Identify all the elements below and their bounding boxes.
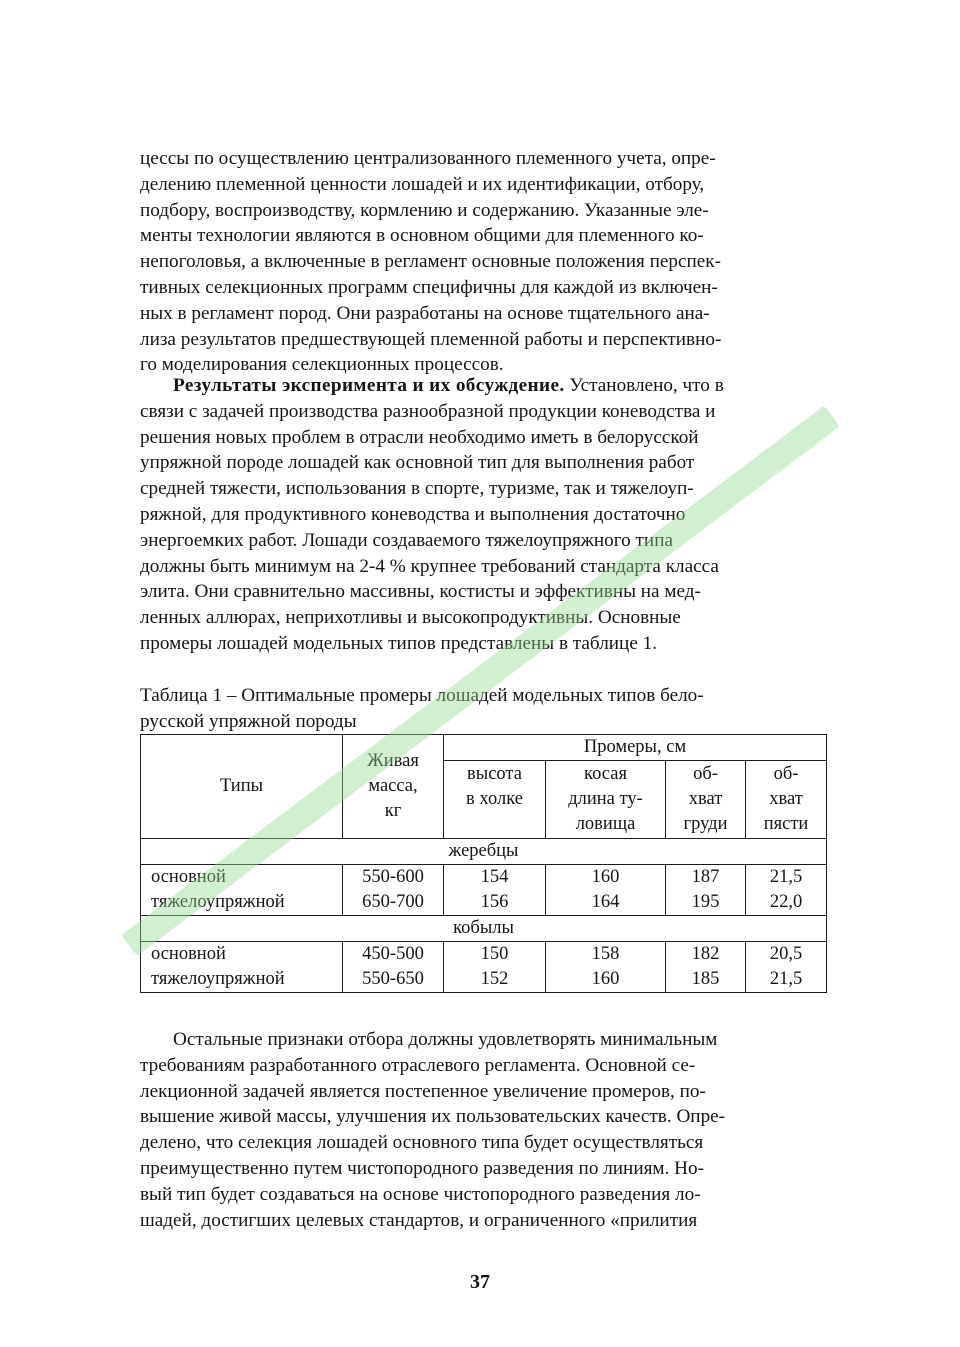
table-header-row xyxy=(141,735,827,761)
type-label: основной xyxy=(151,867,226,887)
table-row xyxy=(141,942,827,993)
length-cell xyxy=(546,942,666,993)
p3-line: делено, что селекция лошадей основного типа будет осуществляться xyxy=(140,1132,704,1154)
header-mass-line: масса, xyxy=(368,776,418,796)
chest-cell xyxy=(666,865,746,916)
p1-line: менты технологии являются в основном общими для племенного ко- xyxy=(140,225,704,247)
header-line: в холке xyxy=(466,789,523,809)
table-caption xyxy=(140,683,828,735)
header-line: косая xyxy=(584,764,627,784)
type-label: основной xyxy=(151,944,226,964)
header-mass-line: Живая xyxy=(367,751,419,771)
caption-line: русской упряжной породы xyxy=(140,710,357,732)
p1-line: цессы по осуществлению централизованного племенного учета, опре- xyxy=(140,148,716,169)
header-line: высота xyxy=(467,764,522,784)
p2-first-line xyxy=(140,373,828,399)
type-label: тяжелоупряжной xyxy=(151,892,285,912)
results-heading: Результаты эксперимента и их обсуждение. xyxy=(173,375,565,396)
p3-line: лекционной задачей является постепенное увеличение промеров, по- xyxy=(140,1080,706,1102)
mass-value: 550-600 xyxy=(362,867,424,887)
p1-line: делению племенной ценности лошадей и их идентификации, отбору, xyxy=(140,173,705,195)
group-label: жеребцы xyxy=(141,839,827,865)
p2-line: средней тяжести, использования в спорте, туризме, так и тяжелоуп- xyxy=(140,478,694,500)
cannon-cell xyxy=(746,865,827,916)
measurements-table-wrap xyxy=(140,734,826,993)
header-length xyxy=(546,761,666,839)
mass-cell xyxy=(343,865,444,916)
mass-value: 650-700 xyxy=(362,892,424,912)
p3-line: преимущественно путем чистопородного разведения по линиям. Но- xyxy=(140,1157,704,1179)
height-value: 156 xyxy=(480,892,509,912)
page-number: 37 xyxy=(470,1271,490,1293)
header-chest xyxy=(666,761,746,839)
paragraph-1 xyxy=(140,146,828,378)
header-line: пясти xyxy=(763,814,809,834)
header-height xyxy=(444,761,546,839)
p3-line: вый тип будет создаваться на основе чистопородного разведения ло- xyxy=(140,1183,701,1205)
p2-line: элита. Они сравнительно массивны, костисты и эффективны на мед- xyxy=(140,581,701,603)
p3-line: вышение живой массы, улучшения их пользовательских качеств. Опре- xyxy=(140,1106,726,1128)
height-cell xyxy=(444,942,546,993)
length-value: 158 xyxy=(591,944,620,964)
height-value: 154 xyxy=(480,867,509,887)
p2-line: промеры лошадей модельных типов представлены в таблице 1. xyxy=(140,632,658,654)
header-line: длина ту- xyxy=(568,789,643,809)
p2-line: ряжной, для продуктивного коневодства и выполнения достаточно xyxy=(140,503,686,525)
cannon-value: 20,5 xyxy=(769,944,803,964)
p1-line: лиза результатов предшествующей племенной работы и перспективно- xyxy=(140,328,722,350)
cannon-value: 21,5 xyxy=(769,969,803,989)
p3-line: Остальные признаки отбора должны удовлетворять минимальным xyxy=(173,1029,718,1050)
length-value: 164 xyxy=(591,892,620,912)
cannon-value: 21,5 xyxy=(769,867,803,887)
type-cell xyxy=(141,942,343,993)
paragraph-2-text xyxy=(140,373,828,657)
paragraph-3 xyxy=(140,1027,828,1233)
length-value: 160 xyxy=(591,867,620,887)
height-cell xyxy=(444,865,546,916)
p3-line: требованиям разработанного отраслевого регламента. Основной се- xyxy=(140,1054,696,1076)
chest-cell xyxy=(666,942,746,993)
header-line: хват xyxy=(769,789,803,809)
chest-value: 187 xyxy=(691,867,720,887)
header-measurements: Промеры, см xyxy=(444,735,827,761)
p2-line: должны быть минимум на 2-4 % крупнее требований стандарта класса xyxy=(140,555,719,577)
type-label: тяжелоупряжной xyxy=(151,969,285,989)
header-mass-line: кг xyxy=(384,801,402,821)
p2-line: ленных аллюрах, неприхотливы и высокопродуктивны. Основные xyxy=(140,607,681,629)
p3-line: шадей, достигших целевых стандартов, и ограниченного «прилития xyxy=(140,1209,698,1231)
p1-line: го моделирования селекционных процессов. xyxy=(140,354,504,376)
height-value: 150 xyxy=(480,944,509,964)
header-spacer xyxy=(448,812,541,837)
header-line: об- xyxy=(693,764,718,784)
header-cannon xyxy=(746,761,827,839)
p2-line: энергоемких работ. Лошади создаваемого тяжелоупряжного типа xyxy=(140,529,673,551)
height-value: 152 xyxy=(480,969,509,989)
header-mass xyxy=(343,735,444,839)
group-row-stallions xyxy=(141,839,827,865)
measurements-table xyxy=(140,734,827,993)
mass-value: 550-650 xyxy=(362,969,424,989)
p2-line: Установлено, что в xyxy=(564,375,724,396)
p1-line: ных в регламент пород. Они разработаны на основе тщательного ана- xyxy=(140,302,710,324)
chest-value: 185 xyxy=(691,969,720,989)
header-line: ловища xyxy=(575,814,636,834)
paragraph-1-text xyxy=(140,146,828,378)
group-row-mares xyxy=(141,916,827,942)
table-row xyxy=(141,865,827,916)
cannon-cell xyxy=(746,942,827,993)
mass-value: 450-500 xyxy=(362,944,424,964)
chest-value: 182 xyxy=(691,944,720,964)
group-label: кобылы xyxy=(141,916,827,942)
header-line: хват xyxy=(688,789,723,809)
length-cell xyxy=(546,865,666,916)
type-cell xyxy=(141,865,343,916)
chest-value: 195 xyxy=(691,892,720,912)
p1-line: непоголовья, а включенные в регламент основные положения перспек- xyxy=(140,251,721,273)
p2-line: решения новых проблем в отрасли необходимо иметь в белорусской xyxy=(140,426,699,448)
length-value: 160 xyxy=(591,969,620,989)
paragraph-2 xyxy=(140,373,828,657)
paragraph-3-text xyxy=(140,1027,828,1233)
caption-line: Таблица 1 – Оптимальные промеры лошадей модельных типов бело- xyxy=(140,685,704,706)
header-line: груди xyxy=(683,814,728,834)
p2-line: упряжной породе лошадей как основной тип для выполнения работ xyxy=(140,452,695,474)
mass-cell xyxy=(343,942,444,993)
header-line: об- xyxy=(773,764,799,784)
p1-line: подбору, воспроизводству, кормлению и содержанию. Указанные эле- xyxy=(140,199,709,221)
header-types: Типы xyxy=(141,735,343,839)
p2-line: связи с задачей производства разнообразной продукции коневодства и xyxy=(140,400,716,422)
p1-line: тивных селекционных программ специфичны для каждой из включен- xyxy=(140,276,718,298)
cannon-value: 22,0 xyxy=(769,892,803,912)
